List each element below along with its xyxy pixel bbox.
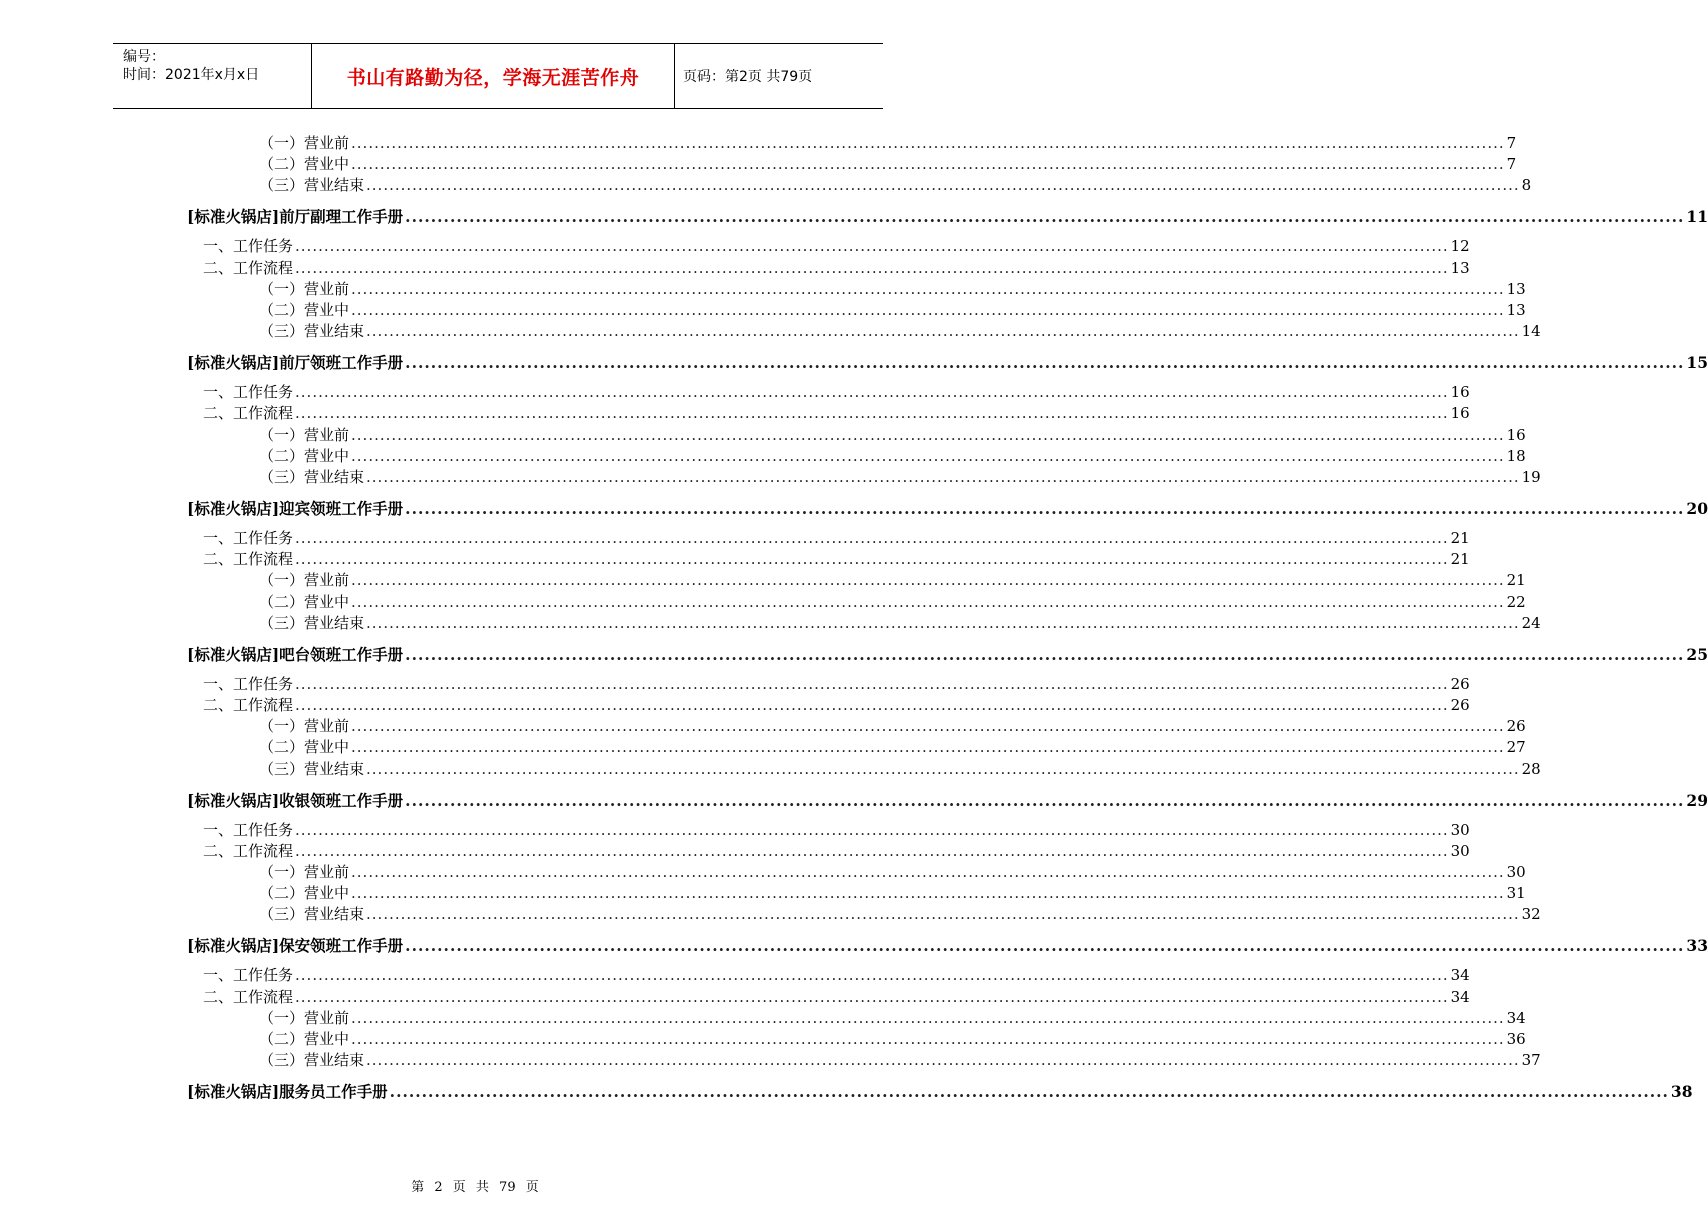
toc-chapter-entry[interactable] [187,352,1708,373]
toc-entry-page-number: 13 [1506,301,1526,319]
toc-entry-label: （三）营业结束 [259,322,365,341]
toc-entry-label: 一、工作任务 [203,674,294,693]
toc-entry-page-number: 21 [1450,529,1470,547]
toc-leader-dots: ........................................................................................................................................................................................................ [351,446,1505,465]
toc-entry[interactable] [203,528,1470,549]
toc-entry[interactable] [259,592,1526,613]
toc-entry[interactable] [203,841,1470,862]
toc-entry-page-number: 26 [1506,717,1526,736]
toc-leader-dots: ........................................................................................................................................................................................................ [351,301,1505,319]
toc-leader-dots: ........................................................................................................................................................................................................ [366,905,1520,924]
toc-leader-dots: ........................................................................................................................................................................................................ [351,717,1505,736]
toc-leader-dots: ........................................................................................................................................................................................................ [351,155,1505,174]
toc-entry-label: [标准火锅店]迎宾领班工作手册 [187,499,404,518]
toc-leader-dots: ........................................................................................................................................................................................................ [351,134,1505,152]
toc-entry-label: （一）营业前 [259,1008,350,1027]
toc-entry[interactable] [259,737,1526,758]
toc-leader-dots: ........................................................................................................................................................................................................ [366,1051,1520,1070]
toc-entry-page-number: 30 [1450,841,1470,860]
toc-entry-page-number: 28 [1521,759,1541,778]
toc-entry-page-number: 36 [1506,1030,1526,1048]
toc-entry-page-number: 29 [1686,790,1708,810]
toc-entry[interactable] [259,425,1526,446]
toc-entry-page-number: 37 [1521,1051,1541,1070]
toc-entry-page-number: 26 [1450,674,1470,693]
toc-entry-label: 一、工作任务 [203,529,294,547]
toc-leader-dots: ........................................................................................................................................................................................................ [295,404,1449,423]
toc-leader-dots: ........................................................................................................................................................................................................ [405,644,1685,664]
toc-entry[interactable] [203,403,1470,424]
toc-entry-label: 二、工作流程 [203,258,294,277]
toc-entry-label: 二、工作流程 [203,841,294,860]
toc-entry-page-number: 7 [1506,155,1517,174]
toc-leader-dots: ........................................................................................................................................................................................................ [295,966,1449,985]
toc-entry-label: （二）营业中 [259,1030,350,1048]
toc-entry-page-number: 34 [1506,1008,1526,1027]
toc-entry-label: [标准火锅店]吧台领班工作手册 [187,644,404,664]
toc-leader-dots: ........................................................................................................................................................................................................ [295,696,1449,714]
toc-entry-label: （三）营业结束 [259,176,365,195]
header-page-info-cell [675,44,883,108]
toc-entry-label: （三）营业结束 [259,905,365,924]
toc-entry-page-number: 21 [1450,550,1470,569]
toc-entry[interactable] [259,154,1517,175]
toc-entry-label: （一）营业前 [259,717,350,736]
toc-entry-label: （三）营业结束 [259,468,365,486]
toc-entry-label: （二）营业中 [259,738,350,757]
toc-leader-dots: ........................................................................................................................................................................................................ [351,592,1505,611]
toc-chapter-entry[interactable] [187,790,1708,811]
toc-leader-dots: ........................................................................................................................................................................................................ [295,841,1449,860]
toc-entry-label: （三）营业结束 [259,1051,365,1070]
toc-entry-label: 一、工作任务 [203,966,294,985]
toc-leader-dots: ........................................................................................................................................................................................................ [351,1008,1505,1027]
toc-entry-label: （一）营业前 [259,863,350,881]
toc-leader-dots: ........................................................................................................................................................................................................ [366,176,1520,195]
toc-entry-page-number: 27 [1506,738,1526,757]
toc-leader-dots: ........................................................................................................................................................................................................ [389,1082,1669,1102]
toc-entry[interactable] [259,716,1526,737]
toc-entry-label: 二、工作流程 [203,550,294,569]
toc-entry-page-number: 7 [1506,134,1517,152]
toc-leader-dots: ........................................................................................................................................................................................................ [405,790,1685,810]
toc-leader-dots: ........................................................................................................................................................................................................ [295,383,1449,402]
header-motto-cell [311,44,675,108]
toc-entry-label: 一、工作任务 [203,820,294,839]
toc-entry[interactable] [259,759,1541,780]
toc-entry-label: 一、工作任务 [203,383,294,402]
toc-entry-page-number: 33 [1686,936,1708,956]
toc-entry-page-number: 25 [1686,644,1708,664]
toc-entry-page-number: 16 [1450,404,1470,423]
toc-leader-dots: ........................................................................................................................................................................................................ [405,936,1685,956]
toc-entry-page-number: 30 [1450,820,1470,839]
toc-entry-label: 二、工作流程 [203,404,294,423]
toc-entry[interactable] [259,467,1541,488]
page-header [113,43,883,109]
toc-entry-page-number: 21 [1506,571,1526,590]
toc-entry-label: （三）营业结束 [259,613,365,632]
toc-entry[interactable] [203,674,1470,695]
toc-leader-dots: ........................................................................................................................................................................................................ [351,884,1505,903]
header-page-info: 页码：第2页 共79页 [683,69,813,85]
toc-entry[interactable] [259,133,1517,154]
toc-entry[interactable] [259,883,1526,904]
toc-leader-dots: ........................................................................................................................................................................................................ [295,529,1449,547]
toc-entry-page-number: 31 [1506,884,1526,903]
toc-entry-label: （二）营业中 [259,155,350,174]
toc-entry-label: [标准火锅店]前厅领班工作手册 [187,353,404,373]
toc-leader-dots: ........................................................................................................................................................................................................ [295,820,1449,839]
toc-entry-page-number: 32 [1521,905,1541,924]
toc-entry-label: （一）营业前 [259,279,350,298]
toc-entry[interactable] [259,279,1526,300]
toc-entry-label: 二、工作流程 [203,696,294,714]
toc-chapter-entry[interactable] [187,1081,1693,1102]
toc-leader-dots: ........................................................................................................................................................................................................ [366,468,1520,486]
toc-leader-dots: ........................................................................................................................................................................................................ [351,425,1505,444]
toc-entry[interactable] [259,613,1541,634]
toc-leader-dots: ........................................................................................................................................................................................................ [366,759,1520,778]
toc-entry-page-number: 22 [1506,592,1526,611]
toc-entry-page-number: 38 [1670,1082,1693,1102]
toc-entry[interactable] [203,820,1470,841]
toc-entry[interactable] [259,904,1541,925]
toc-leader-dots: ........................................................................................................................................................................................................ [366,613,1520,632]
toc-entry[interactable] [203,382,1470,403]
toc-entry-page-number: 13 [1450,258,1470,277]
toc-leader-dots: ........................................................................................................................................................................................................ [351,571,1505,590]
toc-leader-dots: ........................................................................................................................................................................................................ [295,987,1449,1006]
toc-entry-page-number: 30 [1506,863,1526,881]
toc-entry-page-number: 18 [1506,446,1526,465]
toc-entry-label: [标准火锅店]服务员工作手册 [187,1082,388,1102]
toc-entry[interactable] [203,258,1470,279]
toc-entry-page-number: 34 [1450,966,1470,985]
toc-entry-page-number: 8 [1521,176,1532,195]
toc-entry[interactable] [203,965,1470,986]
toc-entry[interactable] [259,1050,1541,1071]
toc-entry-label: 二、工作流程 [203,987,294,1006]
toc-leader-dots: ........................................................................................................................................................................................................ [295,674,1449,693]
toc-leader-dots: ........................................................................................................................................................................................................ [405,499,1685,518]
document-time-label: 时间：2021年x月x日 [123,67,260,83]
toc-chapter-entry[interactable] [187,498,1708,519]
toc-entry-label: （二）营业中 [259,301,350,319]
toc-leader-dots: ........................................................................................................................................................................................................ [351,738,1505,757]
toc-entry-page-number: 26 [1450,696,1470,714]
toc-leader-dots: ........................................................................................................................................................................................................ [405,353,1685,373]
toc-entry-page-number: 19 [1521,468,1541,486]
toc-entry-label: （二）营业中 [259,592,350,611]
toc-entry-label: [标准火锅店]前厅副理工作手册 [187,207,404,227]
toc-chapter-entry[interactable] [187,935,1708,956]
toc-chapter-entry[interactable] [187,206,1708,227]
toc-entry[interactable] [203,549,1470,570]
toc-entry-page-number: 34 [1450,987,1470,1006]
toc-chapter-entry[interactable] [187,644,1708,665]
toc-entry[interactable] [259,570,1526,591]
toc-entry-label: （一）营业前 [259,425,350,444]
toc-leader-dots: ........................................................................................................................................................................................................ [295,258,1449,277]
toc-entry-page-number: 11 [1686,207,1708,227]
toc-leader-dots: ........................................................................................................................................................................................................ [405,207,1685,227]
toc-entry[interactable] [259,1029,1526,1050]
header-motto: 书山有路勤为径，学海无涯苦作舟 [346,66,640,89]
toc-entry-page-number: 14 [1521,322,1541,341]
toc-leader-dots: ........................................................................................................................................................................................................ [295,237,1449,256]
toc-entry-page-number: 16 [1506,425,1526,444]
toc-entry-label: （二）营业中 [259,884,350,903]
toc-entry[interactable] [259,300,1526,321]
toc-leader-dots: ........................................................................................................................................................................................................ [351,279,1505,298]
toc-entry-page-number: 16 [1450,383,1470,402]
toc-entry-label: （二）营业中 [259,446,350,465]
toc-entry-label: （一）营业前 [259,134,350,152]
toc-entry[interactable] [203,695,1470,716]
toc-entry[interactable] [259,321,1541,342]
toc-entry[interactable] [259,1008,1526,1029]
toc-entry-page-number: 24 [1521,613,1541,632]
document-number-label: 编号： [123,49,165,65]
toc-entry-page-number: 15 [1686,353,1708,373]
toc-entry[interactable] [203,236,1470,257]
toc-entry-label: （一）营业前 [259,571,350,590]
toc-entry-page-number: 13 [1506,279,1526,298]
header-meta [113,44,311,108]
toc-entry-page-number: 20 [1686,499,1708,518]
toc-entry-label: （三）营业结束 [259,759,365,778]
toc-entry[interactable] [259,446,1526,467]
toc-entry[interactable] [259,862,1526,883]
toc-entry[interactable] [259,175,1532,196]
toc-leader-dots: ........................................................................................................................................................................................................ [295,550,1449,569]
toc-leader-dots: ........................................................................................................................................................................................................ [351,1030,1505,1048]
toc-entry-label: [标准火锅店]保安领班工作手册 [187,936,404,956]
toc-entry-page-number: 12 [1450,237,1470,256]
toc-entry[interactable] [203,987,1470,1008]
toc-entry-label: 一、工作任务 [203,237,294,256]
toc-entry-label: [标准火锅店]收银领班工作手册 [187,790,404,810]
toc-leader-dots: ........................................................................................................................................................................................................ [366,322,1520,341]
page-footer: 第 2 页 共 79 页 [411,1180,539,1195]
toc-leader-dots: ........................................................................................................................................................................................................ [351,863,1505,881]
